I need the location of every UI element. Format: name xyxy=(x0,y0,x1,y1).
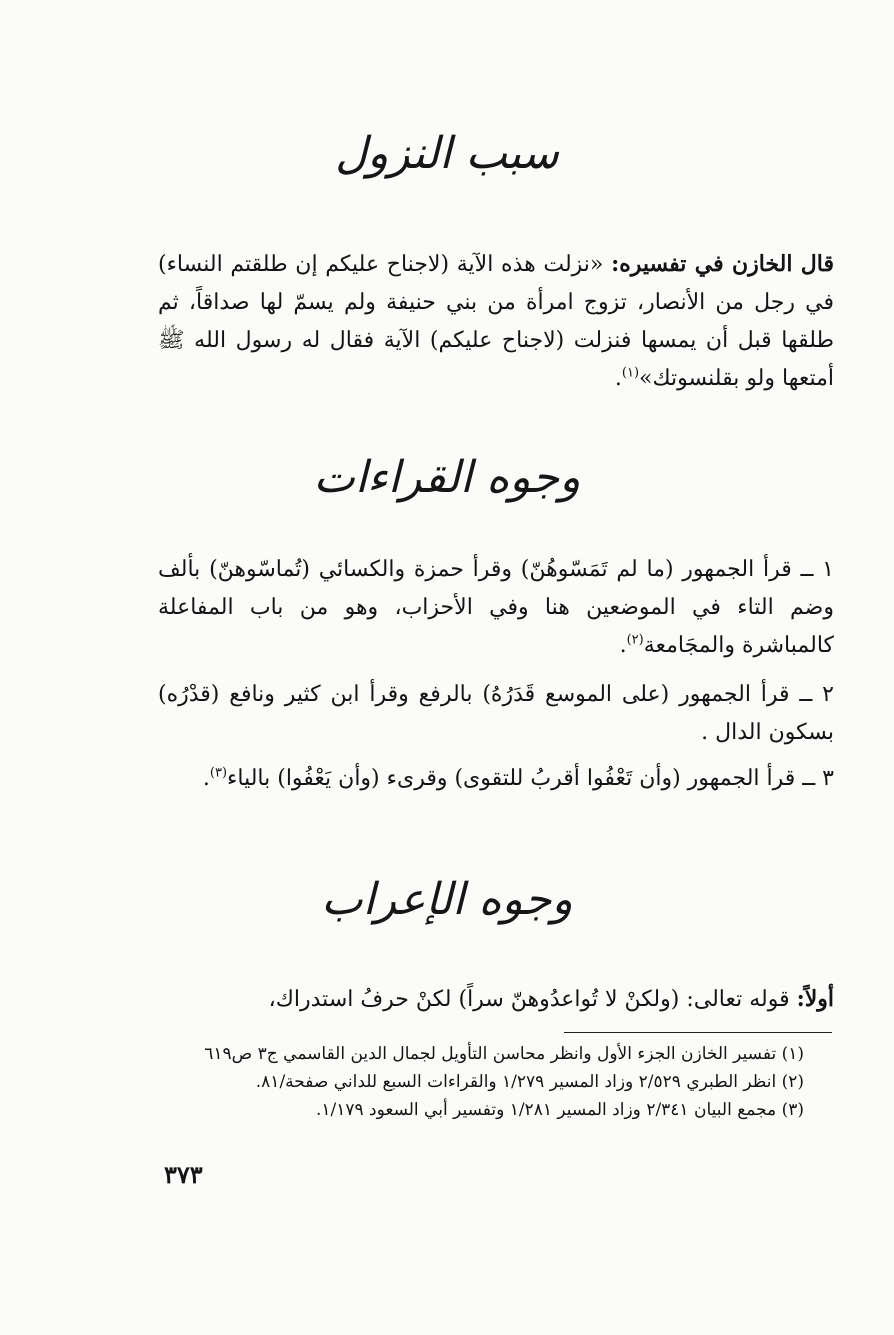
footnotes-list xyxy=(158,1040,804,1124)
footnote-1: (١) تفسير الخازن الجزء الأول وانظر محاسن التأويل لجمال الدين القاسمي ج٣ ص٦١٩ xyxy=(204,1044,804,1064)
footnote-divider xyxy=(564,1032,832,1033)
footnote-3: (٣) مجمع البيان ٢/٣٤١ وزاد المسير ١/٢٨١ وتفسير أبي السعود ١/١٧٩. xyxy=(315,1100,804,1120)
qiraat-item-3-end: . xyxy=(202,766,210,791)
footnote-2: (٢) انظر الطبري ٢/٥٢٩ وزاد المسير ١/٢٧٩ والقراءات السبع للداني صفحة/٨١. xyxy=(255,1072,804,1092)
irab-paragraph xyxy=(158,980,834,1019)
qiraat-item-3-text: ٣ ــ قرأ الجمهور (وأن تَعْفُوا أقربُ للتقوى) وقرىء (وأن يَعْفُوا) بالياء xyxy=(227,766,834,791)
footnote-ref-2: (٢) xyxy=(626,632,644,648)
footnote-ref-1: (١) xyxy=(621,365,640,381)
irab-text: قوله تعالى: (ولكنْ لا تُواعدُوهنّ سراً) لكنْ حرفُ استدراك، xyxy=(268,987,797,1012)
nuzul-text: «نزلت هذه الآية (لاجناح عليكم إن طلقتم النساء) في رجل من الأنصار، تزوج امرأة من بني حنيفة ولم يسمّ لها صداقاً، ثم طلقها قبل أن يمسها فنزلت (لاجناح عليكم) الآية فقال له رسول الله ﷺ أمتعها ولو بقلنسوتك» xyxy=(158,252,834,391)
qiraat-item-1-end: . xyxy=(619,633,627,658)
heading-wujuh-qiraat: وجوه القراءات xyxy=(313,452,581,503)
qiraat-item-2 xyxy=(158,676,834,752)
heading-wujuh-irab: وجوه الإعراب xyxy=(321,874,573,925)
nuzul-paragraph xyxy=(158,245,834,398)
qiraat-item-3 xyxy=(158,760,834,798)
nuzul-end: . xyxy=(614,366,622,391)
page-number: ٣٧٣ xyxy=(164,1160,203,1189)
irab-lead: أولاً: xyxy=(796,986,834,1012)
footnote-ref-3: (٣) xyxy=(209,765,228,781)
qiraat-item-1-text: ١ ــ قرأ الجمهور (ما لم تَمَسّوهُنّ) وقرأ حمزة والكسائي (تُماسّوهنّ) بألف وضم التاء في الموضعين هنا وفي الأحزاب، وهو من باب المفاعلة كالمباشرة والمجَامعة xyxy=(158,557,834,658)
qiraat-item-2-text: ٢ ــ قرأ الجمهور (على الموسع قَدَرُهُ) بالرفع وقرأ ابن كثير ونافع (قدْرُه) بسكون الدال . xyxy=(158,682,834,745)
heading-sabab-nuzul: سبب النزول xyxy=(335,128,559,179)
qiraat-item-1 xyxy=(158,551,834,665)
nuzul-lead: قال الخازن في تفسيره: xyxy=(611,251,834,277)
